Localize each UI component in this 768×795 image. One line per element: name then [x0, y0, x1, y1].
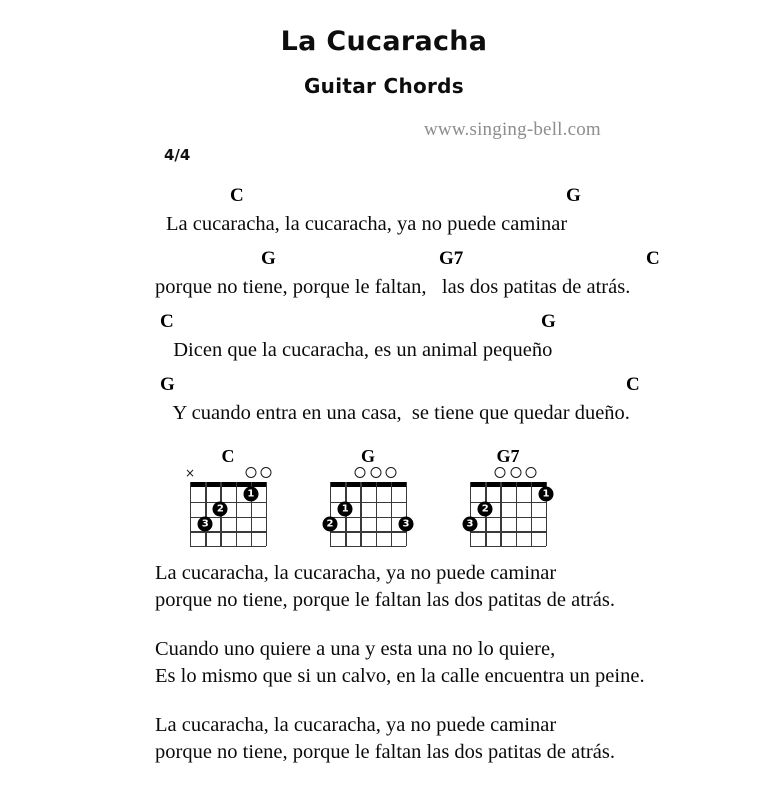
watermark-url: www.singing-bell.com [424, 119, 601, 140]
chord-label: G7 [439, 248, 464, 269]
fret-line [330, 517, 406, 518]
lyric-line: porque no tiene, porque le faltan, las dos patitas de atrás. [155, 276, 631, 298]
verse [155, 560, 755, 613]
chord-label-row [0, 311, 768, 337]
open-string-icon [495, 467, 506, 478]
chord-label-row [0, 248, 768, 274]
chord-label: G [541, 311, 556, 332]
chord-diagram-name: G [360, 446, 375, 466]
chord-label: C [626, 374, 640, 395]
string-line [236, 482, 237, 546]
chord-label: C [646, 248, 660, 269]
fretboard-grid [466, 482, 550, 546]
chord-label-row [0, 185, 768, 211]
open-muted-marker-row [470, 467, 546, 482]
chord-diagram-name: C [221, 446, 235, 466]
fret-line [190, 502, 266, 503]
nut-bar [190, 482, 266, 487]
string-line [500, 482, 501, 546]
page-subtitle: Guitar Chords [303, 74, 465, 98]
string-line [205, 482, 206, 546]
verse [155, 636, 755, 689]
string-line [360, 482, 361, 546]
verse-line: La cucaracha, la cucaracha, ya no puede caminar [155, 562, 557, 584]
open-string-icon [525, 467, 536, 478]
finger-position-dot: 3 [463, 516, 478, 531]
string-line [406, 482, 407, 546]
open-string-icon [510, 467, 521, 478]
verse [155, 712, 755, 765]
chord-diagram [326, 446, 426, 546]
open-string-icon [385, 467, 396, 478]
fret-line [470, 531, 546, 532]
open-string-icon [370, 467, 381, 478]
chord-label: C [160, 311, 174, 332]
chord-diagram-section [0, 447, 768, 557]
chord-label-row [0, 374, 768, 400]
finger-position-dot: 3 [198, 516, 213, 531]
open-string-icon [355, 467, 366, 478]
finger-position-dot: 1 [243, 487, 258, 502]
lyric-line: Y cuando entra en una casa, se tiene que quedar dueño. [163, 402, 630, 424]
chord-lyric-line [0, 248, 768, 298]
open-string-icon [245, 467, 256, 478]
finger-position-dot: 1 [539, 487, 554, 502]
fret-line [190, 546, 266, 547]
chord-lyric-line [0, 374, 768, 424]
lyric-line: La cucaracha, la cucaracha, ya no puede caminar [166, 213, 568, 235]
chord-lyric-line [0, 185, 768, 235]
time-signature: 4/4 [164, 146, 191, 164]
nut-bar [330, 482, 406, 487]
verse-line: porque no tiene, porque le faltan las dos patitas de atrás. [155, 740, 615, 763]
lyric-line: Dicen que la cucaracha, es un animal pequeño [163, 339, 553, 361]
string-line [391, 482, 392, 546]
string-line [470, 482, 471, 546]
fret-line [470, 517, 546, 518]
fret-line [330, 546, 406, 547]
fret-line [190, 531, 266, 532]
verse-line: Cuando uno quiere a una y esta una no lo quiere, [155, 638, 556, 660]
verse-line: porque no tiene, porque le faltan las dos patitas de atrás. [155, 588, 615, 611]
string-line [266, 482, 267, 546]
muted-string-icon: × [184, 466, 196, 480]
string-line [190, 482, 191, 546]
open-muted-marker-row [184, 466, 266, 482]
verse-line: La cucaracha, la cucaracha, ya no puede caminar [155, 714, 557, 736]
finger-position-dot: 2 [323, 516, 338, 531]
string-line [516, 482, 517, 546]
fret-line [470, 546, 546, 547]
page-title: La Cucaracha [280, 26, 488, 57]
string-line [376, 482, 377, 546]
chord-diagram [466, 446, 566, 546]
nut-bar [470, 482, 546, 487]
finger-position-dot: 1 [338, 502, 353, 517]
chord-lyric-line [0, 311, 768, 361]
finger-position-dot: 2 [478, 502, 493, 517]
finger-position-dot: 3 [399, 516, 414, 531]
finger-position-dot: 2 [213, 502, 228, 517]
fretboard-grid [326, 482, 410, 546]
fret-line [330, 531, 406, 532]
fretboard-grid [190, 482, 266, 546]
chord-label: G [566, 185, 581, 206]
verses-section [155, 560, 755, 788]
verse-line: Es lo mismo que si un calvo, en la calle encuentra un peine. [155, 664, 645, 687]
chord-diagram [184, 446, 286, 546]
string-line [330, 482, 331, 546]
chord-label: G [160, 374, 175, 395]
chord-label: G [261, 248, 276, 269]
open-string-icon [261, 467, 272, 478]
string-line [531, 482, 532, 546]
chord-diagram-name: G7 [496, 446, 520, 466]
chord-label: C [230, 185, 244, 206]
open-muted-marker-row [330, 467, 406, 482]
